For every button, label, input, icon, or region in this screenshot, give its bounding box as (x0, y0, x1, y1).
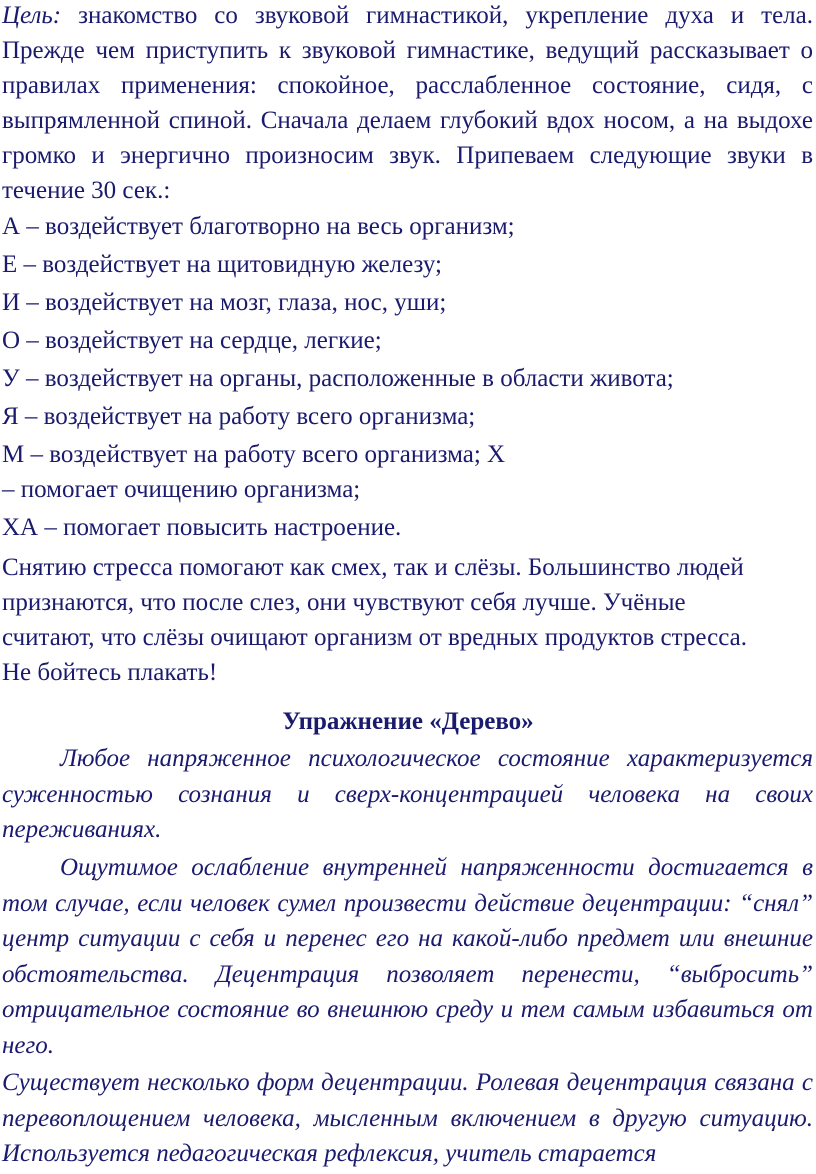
stress-line: считают, что слёзы очищают организм от вредных продуктов стресса. (2, 624, 747, 651)
paragraph-text: Любое напряженное психологическое состояние характеризуется суженностью сознания и сверх-концентрацией человека на своих переживаниях. (2, 745, 813, 843)
paragraph-text: Ощутимое ослабление внутренней напряженности достигается в том случае, если человек сумел произвести действие децентрации: “снял” центр ситуации с себя и перенес его на какой-либо предмет или внешние обстоятельства. Децентрация позволяет перенести, “выбросить” отрицательное состояние во внешнюю среду и тем самым избавиться от него. (2, 854, 813, 1059)
list-item: – помогает очищению организма; (2, 476, 361, 503)
list-item: А – воздействует благотворно на весь организм; (2, 213, 515, 240)
stress-paragraph (2, 550, 813, 690)
list-item: У – воздействует на органы, расположенные в области живота; (2, 365, 674, 392)
sounds-list (2, 209, 813, 548)
stress-line: Снятию стресса помогают как смех, так и слёзы. Большинство людей (2, 554, 744, 581)
list-item: О – воздействует на сердце, легкие; (2, 327, 382, 354)
goal-text: знакомство со звуковой гимнастикой, укрепление духа и тела. Прежде чем приступить к звуковой гимнастике, ведущий рассказывает о правилах применения: спокойное, расслабленное состояние, сидя, с выпрямленной спиной. Сначала делаем глубокий вдох носом, а на выдохе громко и энергично произносим звук. Припеваем следующие звуки в течение 30 сек.: (2, 2, 813, 204)
exercise-paragraph-3 (2, 1065, 813, 1172)
stress-line: признаются, что после слез, они чувствуют себя лучше. Учёные (2, 589, 686, 616)
list-item: И – воздействует на мозг, глаза, нос, уши; (2, 289, 447, 316)
exercise-paragraph-1 (2, 741, 813, 848)
goal-label: Цель: (2, 2, 62, 29)
paragraph-text: Существует несколько форм децентрации. Ролевая децентрация связана с перевоплощением человека, мысленным включением в другую ситуацию. Используется педагогическая рефлексия, учитель старается (2, 1069, 813, 1167)
list-item: Я – воздействует на работу всего организма; (2, 403, 476, 430)
stress-line: Не бойтесь плакать! (2, 659, 218, 686)
list-item: Е – воздействует на щитовидную железу; (2, 251, 442, 278)
exercise-paragraph-2 (2, 850, 813, 1063)
intro-paragraph (2, 0, 813, 208)
list-item: ХА – помогает повысить настроение. (2, 514, 402, 541)
list-item: М – воздействует на работу всего организма; Х (2, 441, 506, 468)
exercise-title: Упражнение «Дерево» (282, 708, 534, 735)
